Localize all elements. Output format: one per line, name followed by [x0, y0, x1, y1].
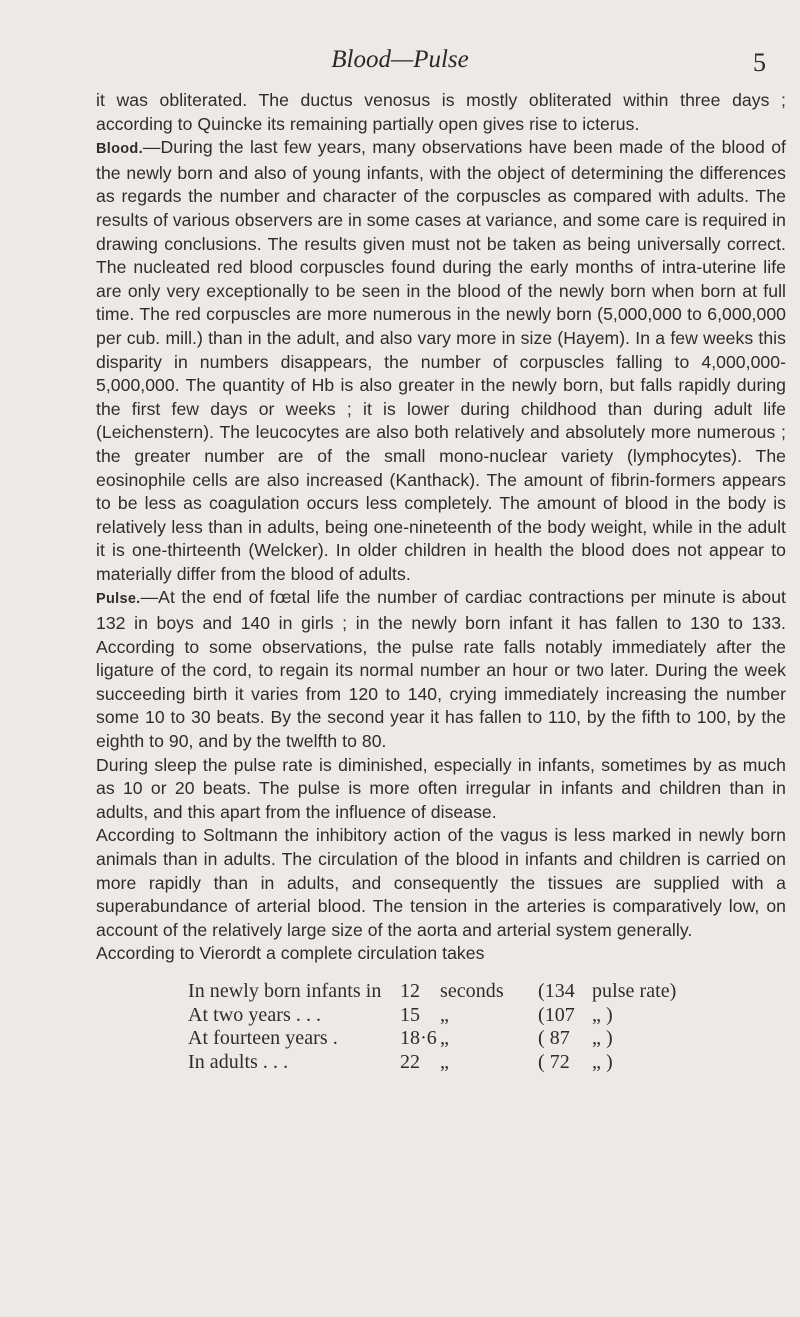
- running-title: Blood—Pulse: [331, 46, 469, 73]
- row-rate: (107: [538, 1003, 575, 1026]
- row-rate: ( 72: [538, 1050, 570, 1073]
- blood-heading: Blood.: [96, 141, 143, 158]
- page-header: [0, 46, 800, 84]
- pulse-text: —At the end of fœtal life the number of cardiac contractions per minute is about 132 in boys and 140 in girls ; in the newly born infant it has fallen to 130 to 133. According to some observations, the pulse rate falls notably immediately after the ligature of the cord, to regain its normal number an hour or two later. During the week succeeding birth it varies from 120 to 140, crying immediately increasing the number some 10 to 30 beats. By the second year it has fallen to 110, by the fifth to 100, by the eighth to 90, and by the twelfth to 80.: [96, 587, 786, 752]
- paragraph-ductus: it was obliterated. The ductus venosus is mostly obliterated within three days ; according to Quincke its remaining partially open gives rise to icterus.: [96, 90, 786, 134]
- table-row: [188, 1027, 676, 1051]
- row-seconds: 12: [400, 979, 421, 1002]
- row-unit: „: [440, 1027, 449, 1050]
- row-rate-unit: „ ): [592, 1027, 613, 1050]
- row-seconds: 22: [400, 1050, 421, 1073]
- paragraph-vierordt: According to Vierordt a complete circulation takes: [96, 943, 485, 964]
- body-text: [96, 89, 786, 1074]
- table-row: [188, 1004, 676, 1028]
- pulse-heading: Pulse.: [96, 591, 141, 608]
- row-unit: „: [440, 1050, 449, 1073]
- row-rate-unit: pulse rate): [592, 979, 677, 1002]
- paragraph-soltmann: According to Soltmann the inhibitory action of the vagus is less marked in newly born animals than in adults. The circulation of the blood in infants and children is carried on more rapidly than in adults, and consequently the tissues are supplied with a superabundance of arterial blood. The tension in the arteries is comparatively low, on account of the relatively large size of the aorta and arterial system generally.: [96, 825, 786, 940]
- row-rate-unit: „ ): [592, 1050, 613, 1073]
- table-row: [188, 980, 676, 1004]
- row-rate-unit: „ ): [592, 1003, 613, 1026]
- row-unit: „: [440, 1003, 449, 1026]
- row-label: In newly born infants in: [188, 979, 382, 1002]
- row-label: In adults . . .: [188, 1050, 289, 1073]
- row-seconds: 18·6: [400, 1027, 437, 1050]
- row-label: At two years . . .: [188, 1003, 322, 1026]
- row-rate: ( 87: [538, 1027, 570, 1050]
- row-rate: (134: [538, 979, 575, 1002]
- row-unit: seconds: [440, 979, 504, 1002]
- blood-text: —During the last few years, many observations have been made of the blood of the newly born and also of young infants, with the object of determining the differences as regards the number and character of the corpuscles as compared with adults. The results of various observers are in some cases at variance, and some care is required in drawing conclusions. The results given must not be taken as being universally correct. The nucleated red blood corpuscles found during the early months of intra-uterine life are only very exceptionally to be seen in the blood of the newly born when born at full time. The red corpuscles are more numerous in the newly born (5,000,000 to 6,000,000 per cub. mill.) than in the adult, and also vary more in size (Hayem). In a few weeks this disparity in numbers disappears, the number of corpuscles falling to 4,000,000-5,000,000. The quantity of Hb is also greater in the newly born, but falls rapidly during the first few days or weeks ; it is lower during childhood than during adult life (Leichenstern). The leucocytes are also both relatively and absolutely more numerous ; the greater number are of the small mono-nuclear variety (lymphocytes). The eosinophile cells are also increased (Kanthack). The amount of fibrin-formers appears to be less as coagulation occurs less completely. The amount of blood in the body is relatively less than in adults, being one-nineteenth of the body weight, while in the adult it is one-thirteenth (Welcker). In older children in health the blood does not appear to materially differ from the blood of adults.: [96, 137, 786, 584]
- section-pulse: [96, 586, 786, 753]
- table-row: [188, 1051, 676, 1075]
- paragraph-sleep: During sleep the pulse rate is diminished, especially in infants, sometimes by as much as 10 or 20 beats. The pulse is more often irregular in infants and children than in adults, and this apart from the influence of disease.: [96, 754, 786, 822]
- row-seconds: 15: [400, 1003, 421, 1026]
- circulation-table: [188, 980, 676, 1074]
- page-number: 5: [753, 48, 766, 77]
- row-label: At fourteen years .: [188, 1027, 338, 1050]
- section-blood: [96, 136, 786, 586]
